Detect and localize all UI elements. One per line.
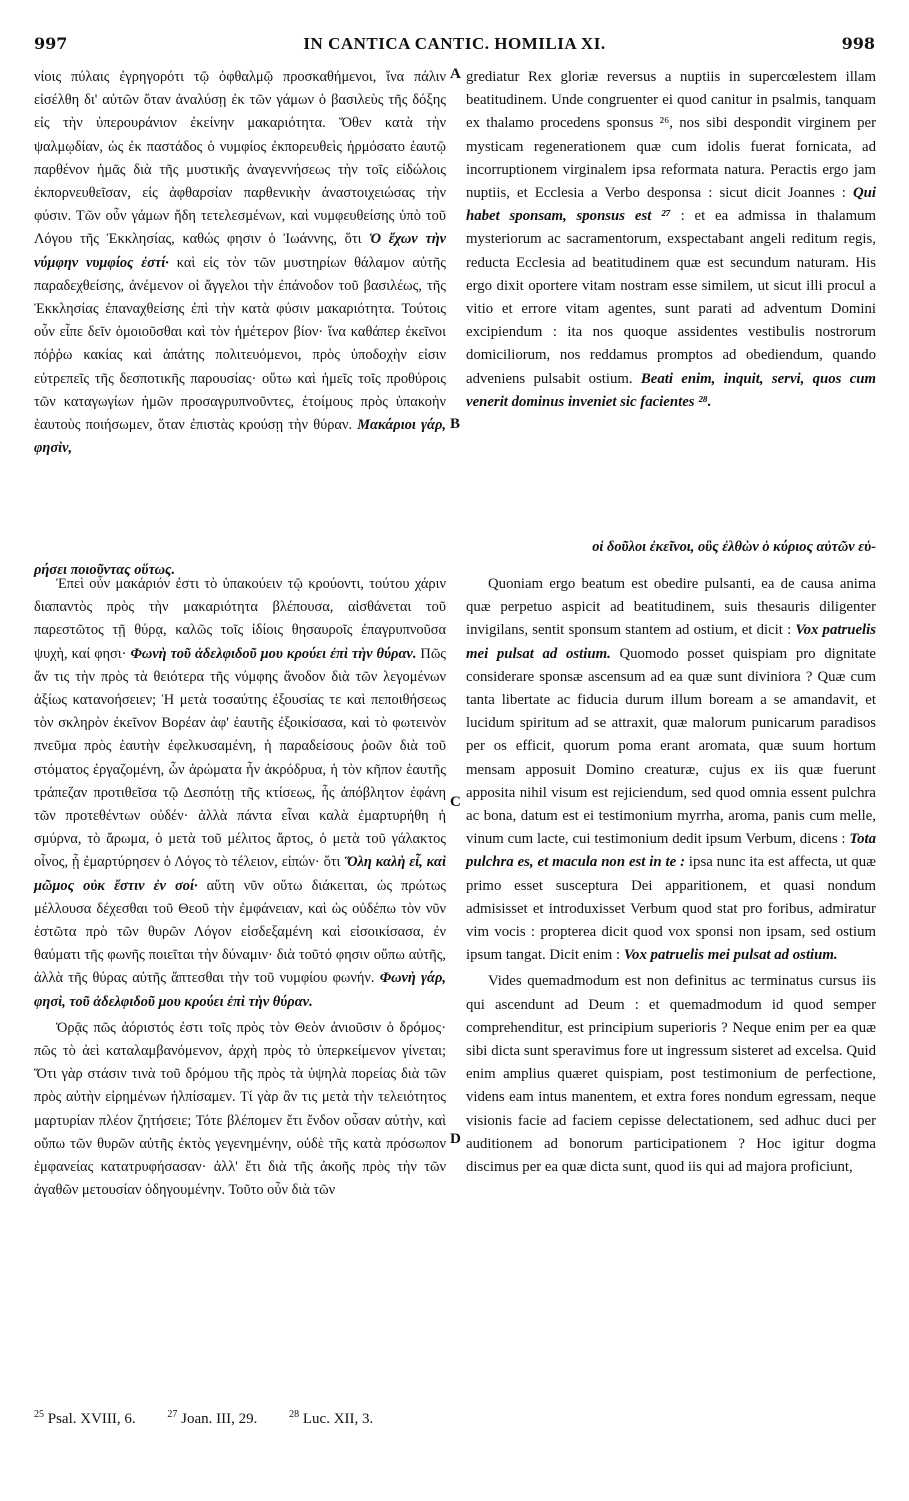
page-number-left: 997 bbox=[34, 34, 68, 53]
running-title: IN CANTICA CANTIC. HOMILIA XI. bbox=[303, 34, 606, 53]
page-number-right: 998 bbox=[841, 34, 875, 53]
section-marker-c: C bbox=[450, 794, 461, 810]
greek-paragraph: Ἐπεὶ οὖν μακάριόν ἐστι τὸ ὑπακούειν τῷ κρούοντι, τούτου χάριν διαπαντὸς πρὸς τὴν μακαριότητα βλέπουσα, αἰσθάνεται τοῦ παρεστῶτος τῇ θύρᾳ, καλῶς τοῖς ἰδίοις θησαυροῖς ἐπαγρυπνοῦσα ψυχὴ, καί φησι· Φωνὴ τοῦ ἀδελφιδοῦ μου κρούει ἐπὶ τὴν θύραν. Πῶς ἄν τις τὴν πρὸς τὰ θειότερα τῆς νύμφης ἄνοδον διὰ τῶν λεγομένων ἀξίως κατανοήσειεν; Ἡ μετὰ τοσαύτης ἐξουσίας τε καὶ πεποιθήσεως τὸν σκληρὸν ἐκεῖνον Βορέαν ἀφ' ἑαυτῆς ἐξοικίσασα, καὶ τὸ φωτεινὸν πνεῦμα πρὸς ἑαυτὴν ἐφελκυσαμένη, ἡ παραδείσους ῥοῶν διὰ τοῦ στόματος ἐργαζομένη, ὧν ἀρώματα ἦν ἀκρόδρυα, ἡ τὸν κῆπον ἑαυτῆς τράπεζαν προτιθεῖσα τῷ Δεσπότῃ τῆς κτίσεως, ἧς ἀπόβλητον ἐφάνη τῶν προτεθέντων οὐδέν· ἀλλὰ πάντα εἶναι καλὰ ἐμαρτυρήθη ἡ σμύρνα, τὸ ἄρωμα, ὁ μετὰ τοῦ μέλιτος ἄρτος, ὁ μετὰ τοῦ γάλακτος οἶνος, ᾗ ἐμαρτύρησεν ὁ Λόγος τὸ τέλειον, εἰπών· ὅτι Ὅλη καλὴ εἶ, καὶ μῶμος οὐκ ἔστιν ἐν σοί· αὕτη νῦν οὕτω διάκειται, ὡς πρώτως μέλλουσα δέχεσθαι τοῦ Θεοῦ τὴν ἐμφάνειαν, καὶ ὡς οὐδέπω τὸν νῦν ἑστῶτα πρὸ τῶν θυρῶν Λόγον εἰσδεξαμένη καὶ εἰσοικίσασα, ἐν θαύματι τῆς φωνῆς ποιεῖται τὴν δύναμιν· διὰ τοῦτό φησιν οὔπω αὐτῆς, ἀλλὰ τῆς θύρας αὐτῆς ἅπτεσθαι τὴν τοῦ νυμφίου φωνήν. Φωνὴ γάρ, φησὶ, τοῦ ἀδελφιδοῦ μου κρούει ἐπὶ τὴν θύραν. bbox=[34, 576, 446, 1010]
greek-paragraph: Ὁρᾷς πῶς ἀόριστός ἐστι τοῖς πρὸς τὸν Θεὸν ἀνιοῦσιν ὁ δρόμος· πῶς τὸ ἀεὶ καταλαμβανόμενον, ἀρχὴ πρὸς τὸ ὑπερκείμενον γίνεται; Ὅτι γὰρ στάσιν τινὰ τοῦ δρόμου τῆς πρὸς τὰ ὑψηλὰ πορείας διὰ τῶν πρὸς αὐτὴν εἰρημένων ἠλπίσαμεν. Τί γὰρ ἂν τις μετὰ τὴν τελειότητος μαρτυρίαν πλέον ζητήσειε; Τότε βλέπομεν ἔτι ἔνδον οὖσαν αὐτὴν, καὶ οὔπω τῶν θυρῶν αὐτῆς ἐκτὸς γεγενημένην, οὐδὲ τῆς κατὰ πρόσωπον ἐμφανείας κατατρυφήσασαν· ἀλλ' ἔτι διὰ τῆς ἀκοῆς πρὸς τὴν τῶν ἀγαθῶν μετουσίαν ὁδηγουμένην. Τοῦτο οὖν διὰ τῶν bbox=[34, 1019, 446, 1199]
section-marker-b: B bbox=[450, 416, 461, 432]
full-width-quote-line: οἱ δοῦλοι ἐκεῖνοι, οὓς ἐλθὼν ὁ κύριος αὐτῶν εὑ- bbox=[592, 539, 876, 555]
greek-column-top bbox=[34, 66, 446, 460]
latin-paragraph: Vides quemadmodum est non definitus ac terminatus cursus iis qui ascendunt ad Deum : et quemadmodum id quod semper comprehenditur, est principium superioris ? Neque enim per ea quæ sibi dicta sunt speravimus fore ut ingressum sisteret ad excelsa. Quid enim amplius quæret quispiam, post testimonium de perfectione, videns eam intus manentem, et extra fores nondum egressam, neque visionis facie ad faciem cepisse delectationem, sed adhuc duci per auditionem ad bonorum participationem ? Hoc igitur dogma discimus per ea quæ dicta sunt, quod iis qui ad majora proficiunt, bbox=[466, 973, 876, 1176]
latin-paragraph: grediatur Rex gloriæ reversus a nuptiis in supercœlestem illam beatitudinem. Unde congruenter ei quod canitur in psalmis, tanquam ex thalamo procedens sponsus ²⁶, nos sibi despondit virginem per mysticam regenerationem quæ cum idolis fuerat fornicata, ad incorruptionem virginalem ipsa reformata natura. Peractis ergo jam nuptiis, et Ecclesia a Verbo desponsa : sicut dicit Joannes : Qui habet sponsam, sponsus est ²⁷ : et ea admissa in thalamum mysteriorum ac sacramentorum, exspectabant angeli reditum regis, reducta Ecclesia ad beatitudinem quæ est secundum naturam. His ergo dixit oportere vitam nostram esse similem, ut sicut illi procul a vitio et errore vitam agentes, sunt parati ad adventum Domini excipiendum : ita nos quoque assidentes vestibulis nostrorum domiciliorum, nos reddamus promptos ad obediendum, quando adveniens pulsabit ostium. Beati enim, inquit, servi, quos cum venerit dominus inveniet sic facientes ²⁸. bbox=[466, 69, 877, 410]
page-header bbox=[34, 34, 875, 60]
greek-paragraph: νίοις πύλαις ἐγρηγορότι τῷ ὀφθαλμῷ προσκαθήμενοι, ἵνα πάλιν εἰσέλθη δι' αὐτῶν ὅταν ἀναλύσῃ ἐκ τῶν γάμων ὁ βασιλεὺς τῆς δόξης εἰς τὴν ὑπερουράνιον ἐκείνην μακαριότητα. Ὅθεν κατὰ τὴν ψαλμῳδίαν, ὡς ἐκ παστάδος ὁ νυμφίος ἐκπορευθεὶς ἡρμόσατο ἑαυτῷ παρθένον ἡμᾶς διὰ τῆς μυστικῆς ἀναγεννήσεως τὴν τοῖς εἰδώλοις ἐκπορνευθεῖσαν, εἰς ἀφθαρσίαν παρθενικὴν ἀναστοιχειώσας τὴν φύσιν. Τῶν οὖν γάμων ἤδη τετελεσμένων, καὶ νυμφευθείσης ὑπὸ τοῦ Λόγου τῆς Ἐκκλησίας, καθώς φησιν ὁ Ἰωάννης, ὅτι Ὁ ἔχων τὴν νύμφην νυμφίος ἐστί· καὶ εἰς τὸν τῶν μυστηρίων θάλαμον αὐτῆς παραδεχθείσης, ἀνέμενον οἱ ἄγγελοι τὴν ἐπάνοδον τοῦ βασιλέως, τῆς Ἐκκλησίας ἐπαναχθείσης ἐπὶ τὴν κατὰ φύσιν μακαριότητα. Τούτοις οὖν εἶπε δεῖν ὁμοιοῦσθαι καὶ τὸν ἡμέτερον βίον· ἵνα καθάπερ ἐκεῖνοι πόῤῥω κακίας καὶ ἀπάτης πολιτευόμενοι, πρὸς ὑποδοχὴν εἰσιν εὐτρεπεῖς τῆς δεσποτικῆς παρουσίας· οὕτω καὶ ἡμεῖς τοῖς προθύροις τῶν καταγωγίων ἡμῶν προσαγρυπνοῦντες, ἑτοίμους πρὸς ὑπακοὴν ἑαυτοὺς ποιήσωμεν, ὅταν ἐπιστὰς κρούσῃ τὴν θύραν. Μακάριοι γάρ, φησὶν, bbox=[34, 69, 447, 457]
section-marker-a: A bbox=[450, 66, 461, 82]
footnote: $^{25}$ Psal. XVIII, 6. bbox=[34, 1409, 136, 1427]
greek-column-bottom bbox=[34, 573, 446, 1205]
footnote: $^{27}$ Joan. III, 29. bbox=[167, 1409, 258, 1427]
full-width-quote-line: ρήσει ποιοῦντας οὕτως. bbox=[34, 562, 176, 579]
latin-paragraph: Quoniam ergo beatum est obedire pulsanti, ea de causa anima quæ perpetuo aspicit ad beatitudinem, suis thesauris diligenter invigilans, sentit sponsum stantem ad ostium, et dicit : Vox patruelis mei pulsat ad ostium. Quomodo posset quispiam pro dignitate considerare sponsæ ascensum ad ea quæ sunt diviniora ? Quæ cum tanta libertate ac fiducia durum illum boream a se amandavit, et lucidum spiritum ad se attraxit, quæ malorum punicarum paradisos per os efficit, quorum poma erant aromata, quæ suum hortum mensam apposuit Domino creaturæ, cujus ex iis quæ fuerunt apposita nihil visum est rejiciendum, sed quod omnia essent pulchra ac bona, datum est ei testimonium myrrha, aroma, panis cum melle, vinum cum lacte, cui testimonium dedit ipsum Verbum, dicens : Tota pulchra es, et macula non est in te : ipsa nunc ita est affecta, ut quæ primo esset susceptura Dei apparitionem, et quasi nondum admisisset et introduxisset Verbum quod stat pro foribus, admiratur vim vocis : propterea dicit quod vox sponsi non ipsam, sed ostium ipsum tangat. Dicit enim : Vox patruelis mei pulsat ad ostium. bbox=[466, 576, 876, 964]
section-marker-d: D bbox=[450, 1131, 461, 1147]
latin-column-bottom bbox=[466, 573, 876, 1182]
latin-column-top bbox=[466, 66, 876, 414]
footnotes bbox=[34, 1409, 876, 1428]
footnote: $^{28}$ Luc. XII, 3. bbox=[289, 1409, 374, 1427]
